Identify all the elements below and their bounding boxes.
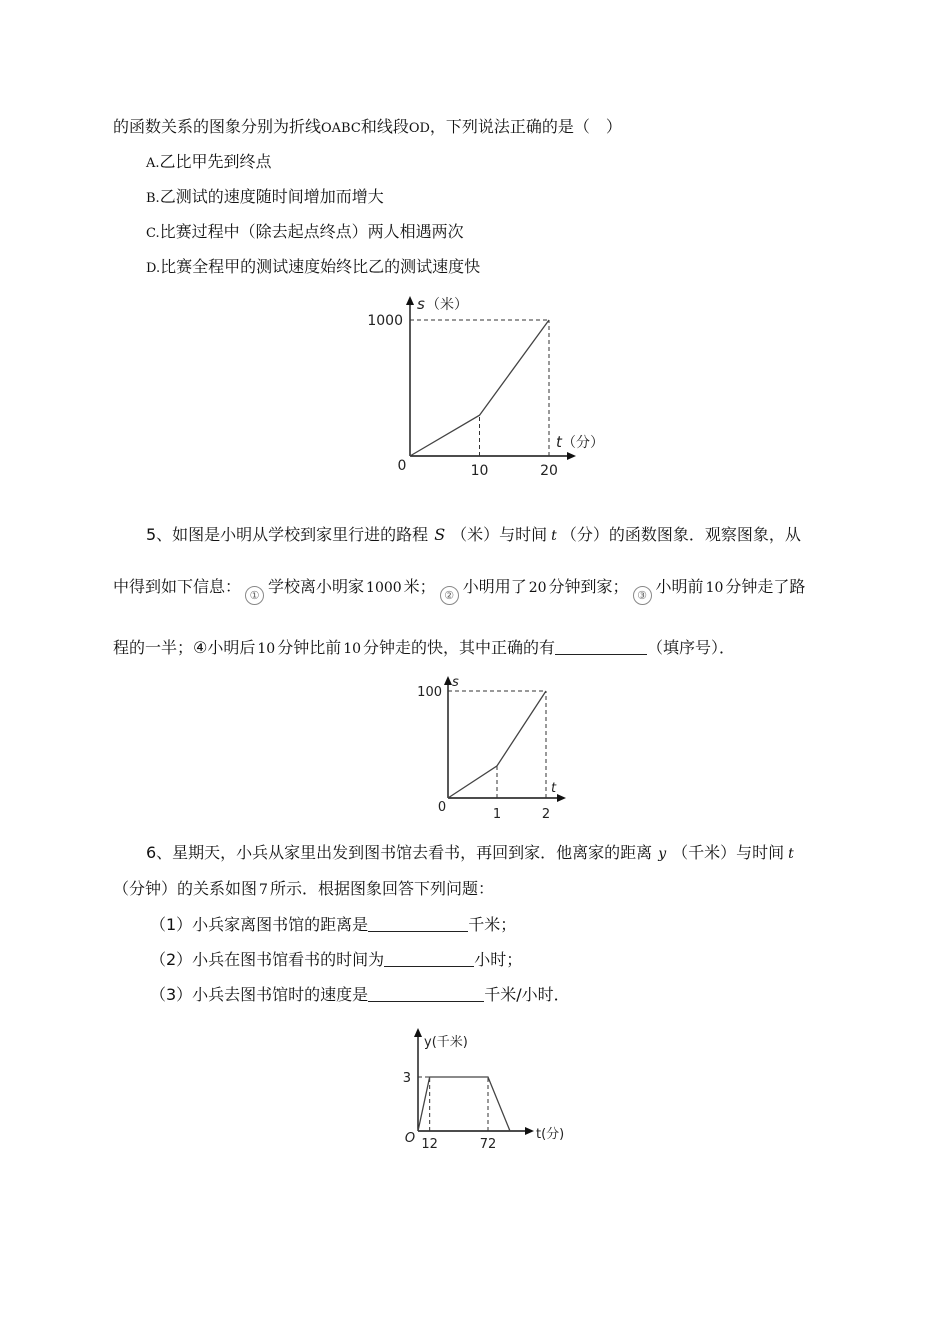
origin-label: O — [404, 1131, 416, 1146]
q4-stem: 的函数关系的图象分别为折线OABC和线段OD，下列说法正确的是（ ） — [113, 117, 622, 136]
q5-line-3: 程的一半；④小明后 10 分钟比前 10 分钟走的快，其中正确的有 （填序号）． — [113, 638, 736, 657]
q5-line-2: 中得到如下信息： ① 学校离小明家 1000 米； ② 小明用了 20 分钟到家； ③ 小明前 10 分钟走了路 — [113, 577, 805, 605]
q6-line-1: 6、星期天，小兵从家里出发到图书馆去看书，再回到家．他离家的距离 y （千米）与时间 t — [146, 843, 794, 862]
series-line — [418, 1077, 510, 1131]
y-tick-label: 1000 — [367, 313, 403, 329]
circled-number-3: ③ — [633, 586, 652, 605]
y-tick-label: 3 — [402, 1071, 411, 1086]
q6-sub-2: （2）小兵在图书馆看书的时间为 小时； — [150, 950, 523, 969]
y-axis-label: y(千米) — [424, 1035, 468, 1050]
q5-line-1: 5、如图是小明从学校到家里行进的路程 S （米）与时间 t （分）的函数图象．观察图象，从 — [146, 525, 801, 544]
y-axis-label-variable: s — [417, 295, 425, 313]
x-axis-label: t — [551, 781, 557, 796]
y-tick-label: 100 — [417, 685, 442, 700]
x-tick-label: 1 — [492, 807, 502, 822]
x-axis-label-unit: （分） — [562, 435, 604, 451]
q4-option-c: C.比赛过程中（除去起点终点）两人相遇两次 — [146, 222, 464, 241]
origin-label: 0 — [437, 800, 447, 815]
x-tick-label: 20 — [540, 463, 558, 479]
q4-option-d: D.比赛全程甲的测试速度始终比乙的测试速度快 — [146, 257, 481, 276]
y-axis-arrow-icon — [414, 1028, 422, 1037]
x-axis-label: t(分) — [536, 1127, 565, 1142]
x-tick-label: 2 — [541, 807, 551, 822]
x-tick-label: 10 — [470, 463, 489, 479]
x-axis-label-variable: t — [556, 433, 562, 451]
y-axis-label: s — [452, 675, 459, 690]
q4-option-b: B.乙测试的速度随时间增加而增大 — [146, 187, 384, 206]
circled-number-2: ② — [440, 586, 459, 605]
circled-number-1: ① — [245, 586, 264, 605]
x-tick-label: 72 — [479, 1137, 497, 1152]
x-axis-arrow-icon — [525, 1127, 534, 1135]
q4-option-a: A.乙比甲先到终点 — [146, 152, 272, 171]
q6-sub-3: （3）小兵去图书馆时的速度是 千米/小时． — [150, 985, 570, 1004]
origin-label: 0 — [397, 458, 407, 474]
x-tick-label: 12 — [421, 1137, 438, 1152]
q6-line-2: （分钟）的关系如图 7 所示．根据图象回答下列问题： — [113, 879, 494, 898]
y-axis-label-unit: （米） — [426, 297, 468, 313]
q6-sub-1: （1）小兵家离图书馆的距离是 千米； — [150, 915, 517, 934]
